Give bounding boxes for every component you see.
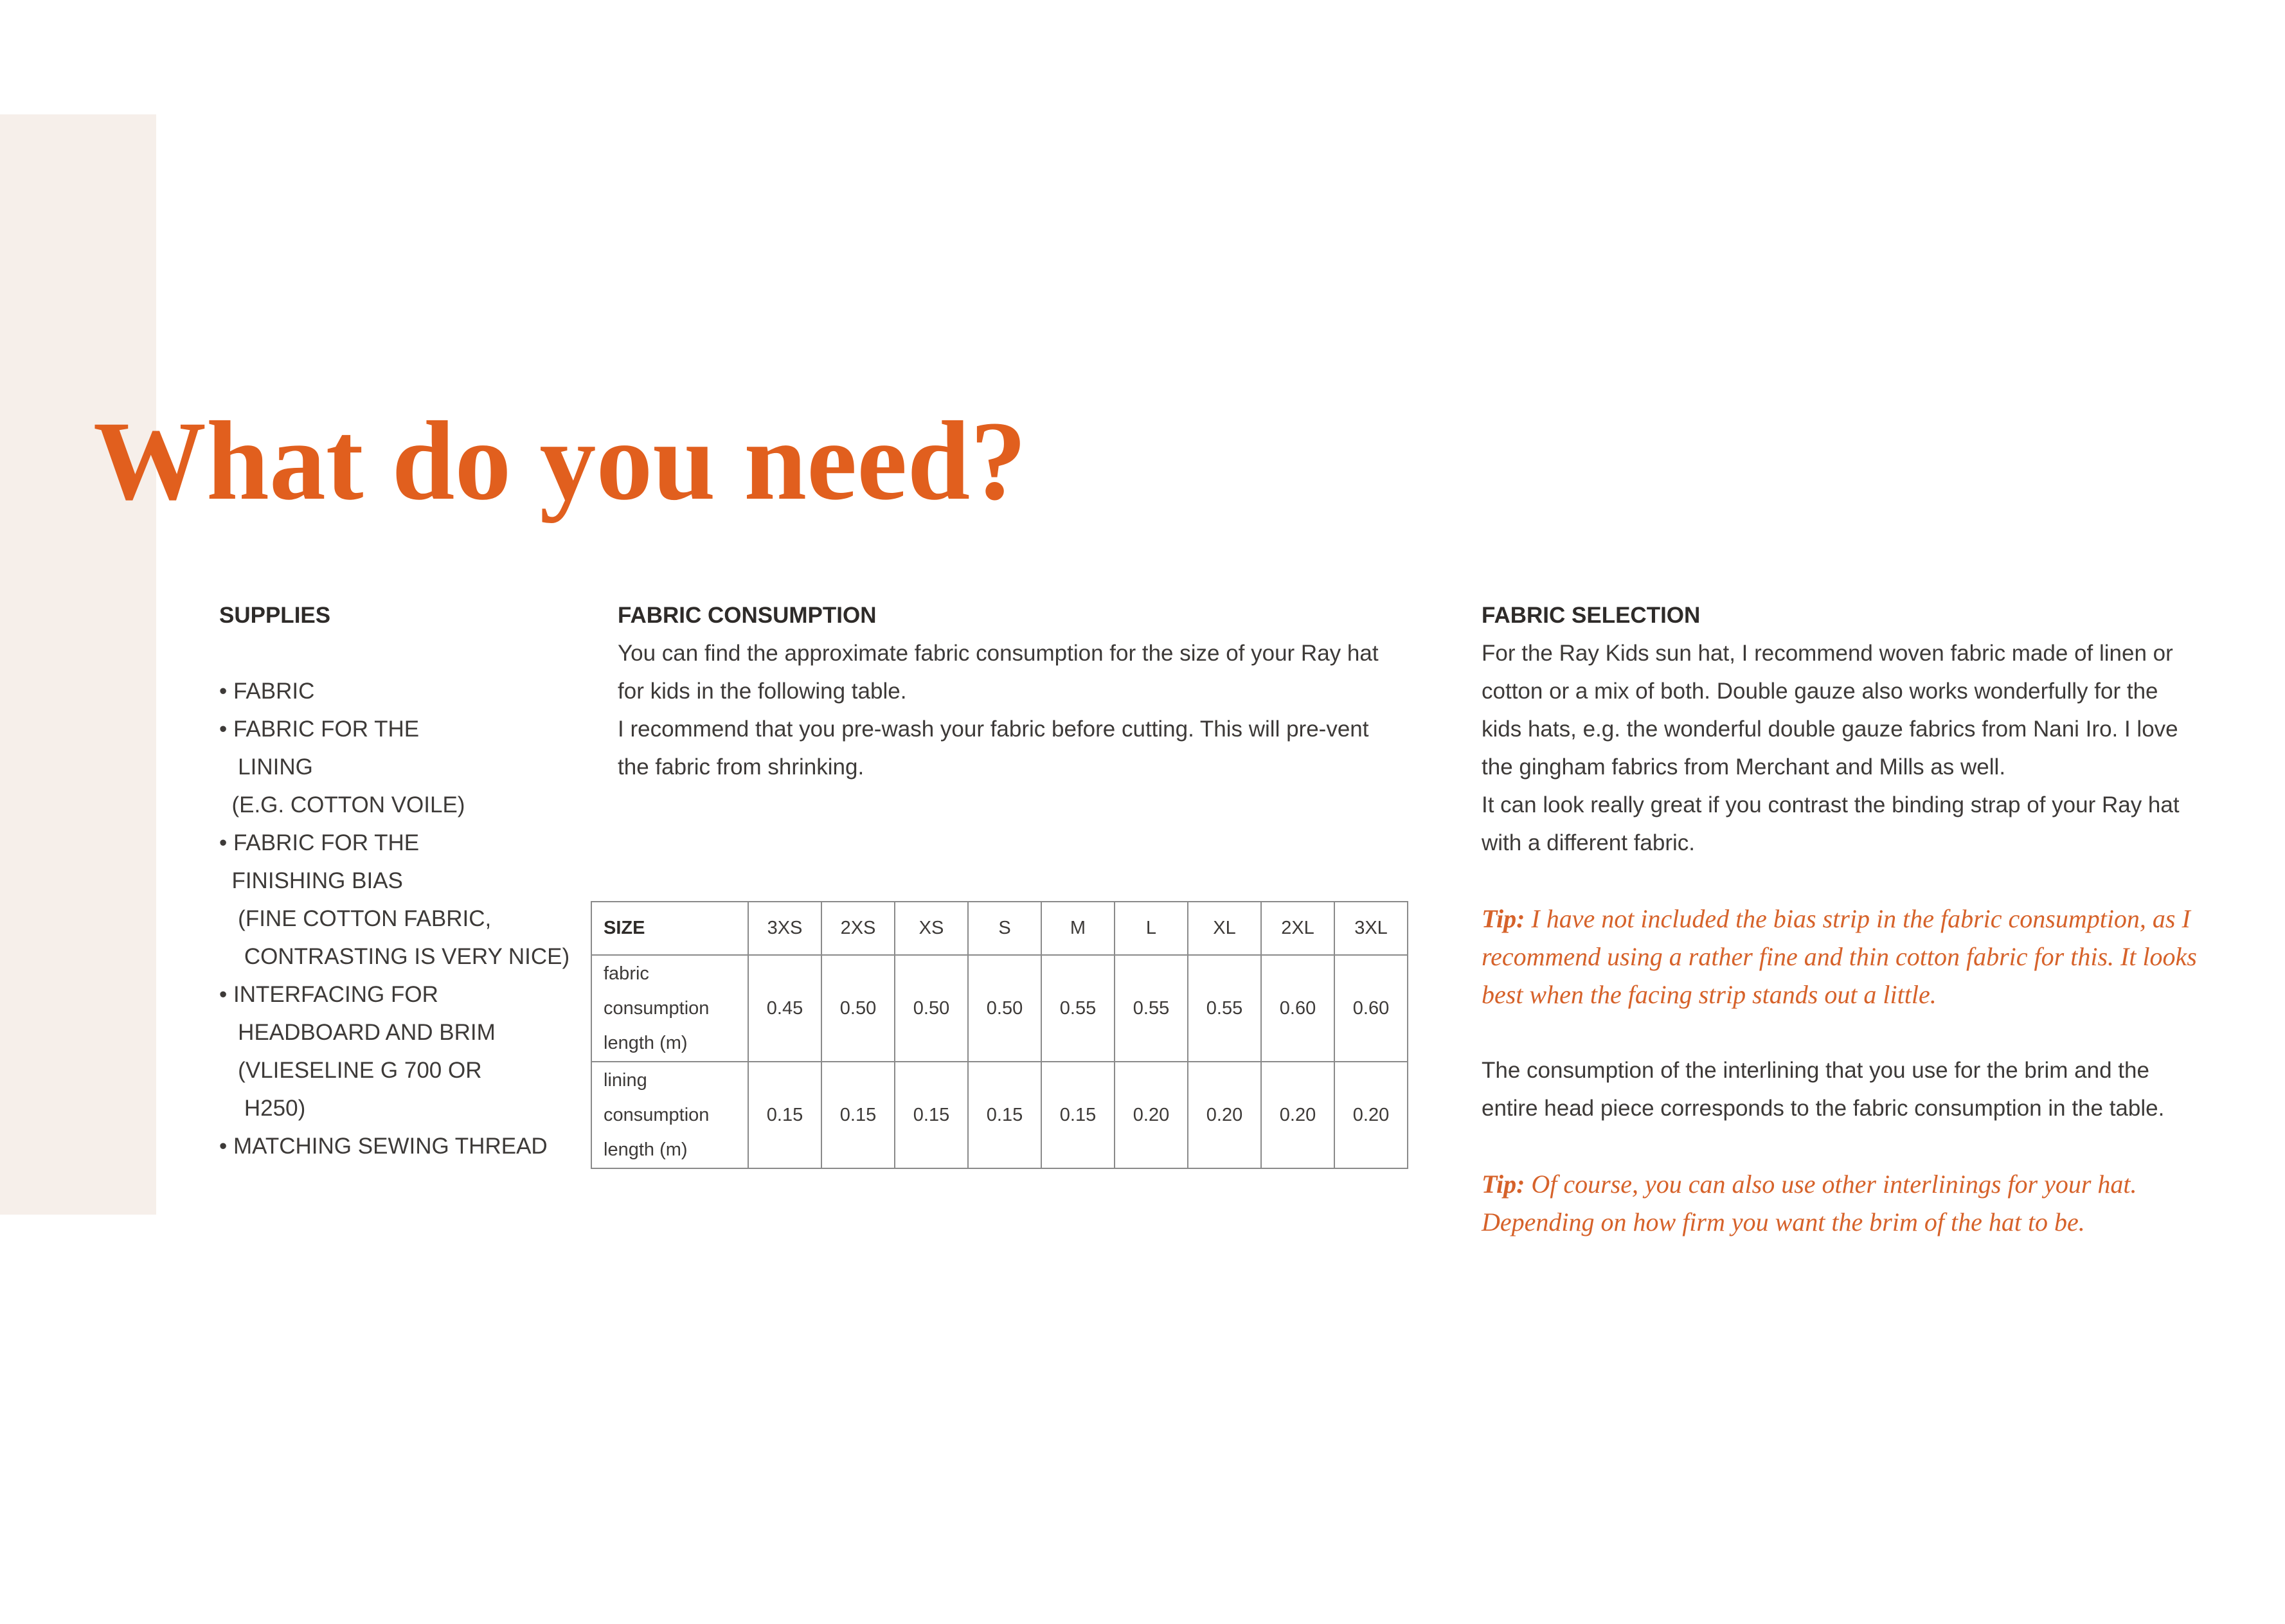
tip-text: I have not included the bias strip in the fabric consumption, as I recommend using a rather fine and thin cotton fabric for this. It looks best when the facing strip stands out a little. [1482, 904, 2197, 1009]
selection-heading: FABRIC SELECTION [1482, 603, 1701, 628]
supplies-list [219, 672, 579, 1165]
size-column-header: L [1115, 902, 1188, 955]
table-cell: 0.20 [1261, 1062, 1334, 1168]
row-label [591, 955, 748, 1062]
size-column-header: 3XS [748, 902, 821, 955]
size-column-header: XL [1188, 902, 1261, 955]
table-cell: 0.60 [1261, 955, 1334, 1062]
size-column-header: 2XL [1261, 902, 1334, 955]
table-cell: 0.15 [968, 1062, 1041, 1168]
size-column-header: 2XS [821, 902, 895, 955]
supplies-item: • INTERFACING FOR [219, 982, 438, 1007]
tip-label: Tip: [1482, 904, 1525, 933]
row-label-line: length (m) [604, 1139, 688, 1160]
table-cell: 0.45 [748, 955, 821, 1062]
selection-paragraph: The consumption of the interlining that you use for the brim and the entire head piece corresponds to the fabric consumption in the table. [1482, 1058, 2165, 1121]
fabric-consumption-table [591, 901, 1408, 1169]
supplies-heading: SUPPLIES [219, 603, 331, 628]
table-cell: 0.55 [1188, 955, 1261, 1062]
supplies-item: HEADBOARD AND BRIM [219, 1020, 496, 1045]
supplies-section [219, 596, 579, 1165]
consumption-heading: FABRIC CONSUMPTION [618, 603, 877, 628]
table-cell: 0.55 [1115, 955, 1188, 1062]
selection-paragraph: It can look really great if you contrast the binding strap of your Ray hat with a different fabric. [1482, 792, 2180, 855]
size-column-header: 3XL [1334, 902, 1408, 955]
tip-note [1482, 900, 2201, 1013]
tip-label: Tip: [1482, 1170, 1525, 1199]
table-cell: 0.55 [1041, 955, 1115, 1062]
tip-note [1482, 1165, 2201, 1241]
supplies-item: • MATCHING SEWING THREAD [219, 1134, 548, 1159]
table-cell: 0.15 [1041, 1062, 1115, 1168]
decorative-side-band [0, 114, 156, 1215]
supplies-item: H250) [219, 1096, 306, 1121]
row-label-line: lining [604, 1070, 647, 1091]
selection-paragraph: For the Ray Kids sun hat, I recommend woven fabric made of linen or cotton or a mix of both. Double gauze also works wonderfully for the kids hats, e.g. the wonderful double gauze fabrics from Nani Iro. I love the gingham fabrics from Merchant and Mills as well. [1482, 641, 2178, 780]
page-title: What do you need? [93, 398, 1027, 524]
tip-text: Of course, you can also use other interlinings for your hat. Depending on how firm you want the brim of the hat to be. [1482, 1170, 2137, 1236]
spacer [1482, 862, 2201, 900]
spacer [1482, 1013, 2201, 1051]
size-column-header: S [968, 902, 1041, 955]
table-cell: 0.50 [821, 955, 895, 1062]
supplies-item: • FABRIC FOR THE [219, 830, 420, 855]
row-label-line: fabric [604, 963, 649, 984]
spacer [1482, 1127, 2201, 1165]
supplies-item: • FABRIC [219, 679, 315, 704]
consumption-paragraph: I recommend that you pre-wash your fabric before cutting. This will pre-vent the fabric from shrinking. [618, 717, 1369, 780]
table-row [591, 1062, 1408, 1168]
consumption-paragraph: You can find the approximate fabric consumption for the size of your Ray hat for kids in the following table. [618, 641, 1379, 704]
fabric-consumption-section [618, 596, 1405, 786]
table-cell: 0.60 [1334, 955, 1408, 1062]
table-row [591, 955, 1408, 1062]
table-cell: 0.20 [1334, 1062, 1408, 1168]
table-cell: 0.15 [895, 1062, 968, 1168]
table-cell: 0.50 [968, 955, 1041, 1062]
fabric-selection-section [1482, 596, 2201, 1241]
table-header-row [591, 902, 1408, 955]
table-cell: 0.15 [748, 1062, 821, 1168]
table-cell: 0.20 [1188, 1062, 1261, 1168]
row-label-line: consumption [604, 1105, 710, 1125]
supplies-item: (FINE COTTON FABRIC, [219, 906, 492, 931]
table-cell: 0.50 [895, 955, 968, 1062]
size-header: SIZE [591, 902, 748, 955]
supplies-item: (E.G. COTTON VOILE) [219, 792, 465, 817]
row-label [591, 1062, 748, 1168]
size-column-header: M [1041, 902, 1115, 955]
supplies-item: CONTRASTING IS VERY NICE) [219, 944, 570, 969]
supplies-item: FINISHING BIAS [219, 868, 403, 893]
row-label-line: length (m) [604, 1033, 688, 1053]
supplies-item: • FABRIC FOR THE [219, 717, 420, 742]
supplies-item: LINING [219, 754, 313, 780]
supplies-item: (VLIESELINE G 700 OR [219, 1058, 482, 1083]
table-cell: 0.15 [821, 1062, 895, 1168]
row-label-line: consumption [604, 998, 710, 1019]
table-cell: 0.20 [1115, 1062, 1188, 1168]
size-column-header: XS [895, 902, 968, 955]
